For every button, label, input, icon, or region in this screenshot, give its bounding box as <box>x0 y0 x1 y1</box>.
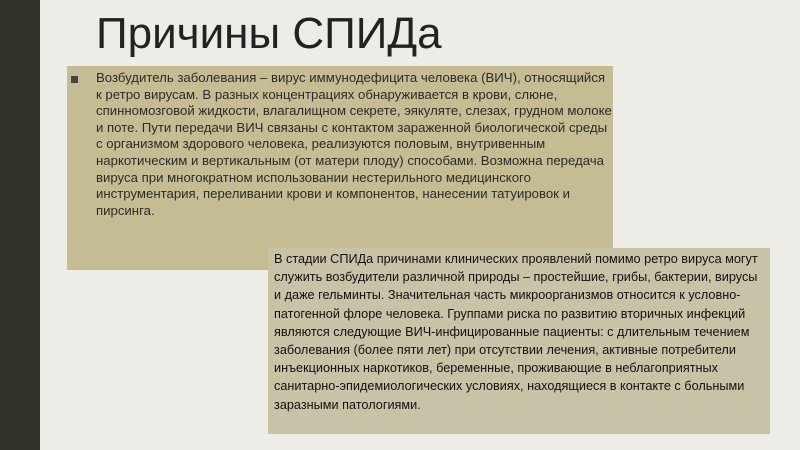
square-bullet-icon <box>71 76 78 83</box>
slide-title: Причины СПИДа <box>96 9 442 58</box>
left-accent-bar <box>0 0 40 450</box>
main-paragraph: Возбудитель заболевания – вирус иммунодефицита человека (ВИЧ), относящийся к ретро вирусам. В разных концентрациях обнаруживается в крови, слюне, спинномозговой жидкости, влагалищном секрете, эякуляте, слезах, грудном молоке и поте. Пути передачи ВИЧ связаны с контактом зараженной биологической среды с организмом здорового человека, реализуются половым, внутривенным наркотическим и вертикальным (от матери плоду) способами. Возможна передача вируса при многократном использовании нестерильного медицинского инструментария, переливании крови и компонентов, нанесении татуировок и пирсинга. <box>96 70 612 218</box>
callout-paragraph: В стадии СПИДа причинами клинических проявлений помимо ретро вируса могут служить возбудители различной природы – простейшие, грибы, бактерии, вирусы и даже гельминты. Значительная часть микроорганизмов относится к условно-патогенной флоре человека. Группами риска по развитию вторичных инфекций являются следующие ВИЧ-инфицированные пациенты: с длительным течением заболевания (более пяти лет) при отсутствии лечения, активные потребители инъекционных наркотиков, беременные, проживающие в неблагоприятных санитарно-эпидемиологических условиях, находящиеся в контакте с больными заразными патологиями. <box>274 252 758 412</box>
